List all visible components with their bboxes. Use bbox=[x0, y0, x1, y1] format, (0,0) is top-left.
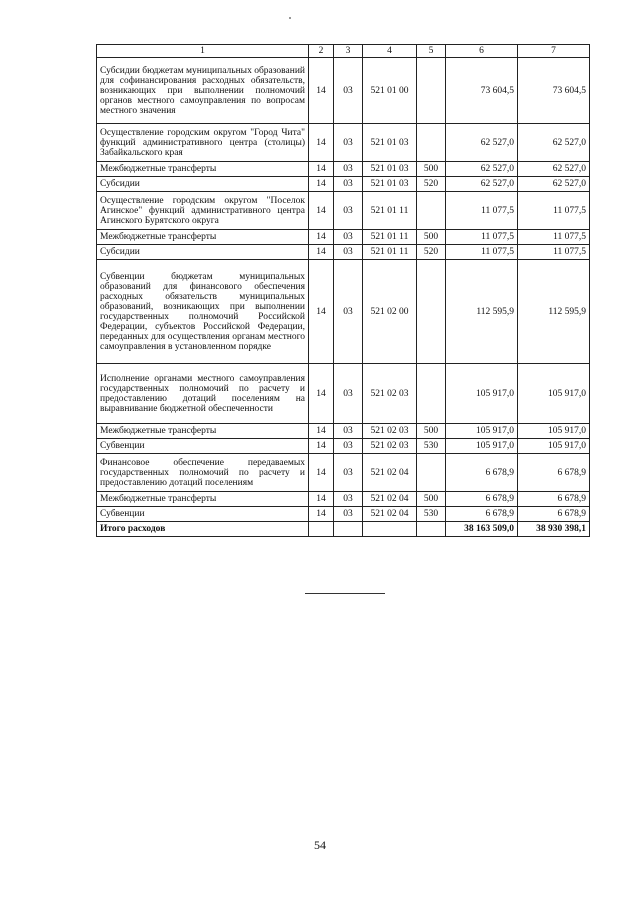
expense-type-cell bbox=[417, 260, 446, 364]
row-name-cell: Субвенции bbox=[97, 507, 309, 522]
subsection-code-cell: 03 bbox=[334, 454, 363, 492]
subsection-code-cell: 03 bbox=[334, 424, 363, 439]
amount-cell-7: 11 077,5 bbox=[518, 192, 590, 230]
col-header-7: 7 bbox=[518, 45, 590, 58]
expense-type-cell: 530 bbox=[417, 439, 446, 454]
target-code-cell: 521 02 00 bbox=[363, 260, 417, 364]
subsection-code-cell: 03 bbox=[334, 439, 363, 454]
amount-cell-6: 105 917,0 bbox=[446, 439, 518, 454]
amount-cell-7: 62 527,0 bbox=[518, 162, 590, 177]
target-code-cell: 521 01 11 bbox=[363, 230, 417, 245]
amount-cell-6: 62 527,0 bbox=[446, 162, 518, 177]
row-name-cell: Осуществление городским округом "Поселок Агинское" функций административного центра Агинского Бурятского округа bbox=[97, 192, 309, 230]
total-amount-6: 38 163 509,0 bbox=[446, 522, 518, 537]
amount-cell-6: 62 527,0 bbox=[446, 177, 518, 192]
section-code-cell: 14 bbox=[309, 507, 334, 522]
amount-cell-7: 11 077,5 bbox=[518, 230, 590, 245]
subsection-code-cell: 03 bbox=[334, 230, 363, 245]
table-row bbox=[97, 177, 590, 192]
expense-type-cell: 530 bbox=[417, 507, 446, 522]
budget-table bbox=[96, 44, 590, 537]
row-name-cell: Межбюджетные трансферты bbox=[97, 492, 309, 507]
col-header-2: 2 bbox=[309, 45, 334, 58]
amount-cell-6: 11 077,5 bbox=[446, 245, 518, 260]
expense-type-cell: 500 bbox=[417, 230, 446, 245]
table-row bbox=[97, 58, 590, 124]
amount-cell-7: 62 527,0 bbox=[518, 124, 590, 162]
subsection-code-cell: 03 bbox=[334, 364, 363, 424]
total-amount-7: 38 930 398,1 bbox=[518, 522, 590, 537]
section-code-cell: 14 bbox=[309, 424, 334, 439]
table-row bbox=[97, 192, 590, 230]
section-code-cell: 14 bbox=[309, 492, 334, 507]
total-row bbox=[97, 522, 590, 537]
table-row bbox=[97, 260, 590, 364]
empty-cell bbox=[363, 522, 417, 537]
subsection-code-cell: 03 bbox=[334, 192, 363, 230]
expense-type-cell bbox=[417, 58, 446, 124]
amount-cell-7: 105 917,0 bbox=[518, 424, 590, 439]
scan-speck bbox=[289, 17, 291, 19]
empty-cell bbox=[417, 522, 446, 537]
subsection-code-cell: 03 bbox=[334, 260, 363, 364]
subsection-code-cell: 03 bbox=[334, 58, 363, 124]
row-name-cell: Субвенции bbox=[97, 439, 309, 454]
target-code-cell: 521 02 04 bbox=[363, 507, 417, 522]
col-header-3: 3 bbox=[334, 45, 363, 58]
section-code-cell: 14 bbox=[309, 364, 334, 424]
row-name-cell: Межбюджетные трансферты bbox=[97, 424, 309, 439]
table-row bbox=[97, 492, 590, 507]
amount-cell-6: 62 527,0 bbox=[446, 124, 518, 162]
section-code-cell: 14 bbox=[309, 192, 334, 230]
target-code-cell: 521 01 03 bbox=[363, 162, 417, 177]
table-row bbox=[97, 245, 590, 260]
amount-cell-6: 6 678,9 bbox=[446, 454, 518, 492]
table-row bbox=[97, 507, 590, 522]
table-row bbox=[97, 162, 590, 177]
amount-cell-6: 105 917,0 bbox=[446, 424, 518, 439]
amount-cell-7: 11 077,5 bbox=[518, 245, 590, 260]
amount-cell-6: 6 678,9 bbox=[446, 507, 518, 522]
amount-cell-6: 11 077,5 bbox=[446, 192, 518, 230]
amount-cell-7: 6 678,9 bbox=[518, 454, 590, 492]
subsection-code-cell: 03 bbox=[334, 177, 363, 192]
expense-type-cell bbox=[417, 364, 446, 424]
expense-type-cell: 500 bbox=[417, 424, 446, 439]
target-code-cell: 521 01 03 bbox=[363, 177, 417, 192]
header-row bbox=[97, 45, 590, 58]
col-header-4: 4 bbox=[363, 45, 417, 58]
amount-cell-7: 6 678,9 bbox=[518, 492, 590, 507]
target-code-cell: 521 01 00 bbox=[363, 58, 417, 124]
amount-cell-6: 105 917,0 bbox=[446, 364, 518, 424]
amount-cell-7: 73 604,5 bbox=[518, 58, 590, 124]
table-row bbox=[97, 439, 590, 454]
table-row bbox=[97, 124, 590, 162]
amount-cell-6: 11 077,5 bbox=[446, 230, 518, 245]
expense-type-cell bbox=[417, 454, 446, 492]
empty-cell bbox=[309, 522, 334, 537]
subsection-code-cell: 03 bbox=[334, 162, 363, 177]
amount-cell-6: 112 595,9 bbox=[446, 260, 518, 364]
amount-cell-6: 6 678,9 bbox=[446, 492, 518, 507]
section-code-cell: 14 bbox=[309, 58, 334, 124]
target-code-cell: 521 01 11 bbox=[363, 245, 417, 260]
expense-type-cell bbox=[417, 124, 446, 162]
section-code-cell: 14 bbox=[309, 439, 334, 454]
col-header-5: 5 bbox=[417, 45, 446, 58]
separator-line bbox=[305, 593, 385, 594]
expense-type-cell bbox=[417, 192, 446, 230]
total-label: Итого расходов bbox=[97, 522, 309, 537]
row-name-cell: Межбюджетные трансферты bbox=[97, 162, 309, 177]
row-name-cell: Межбюджетные трансферты bbox=[97, 230, 309, 245]
row-name-cell: Финансовое обеспечение передаваемых государственных полномочий по расчету и предоставлению дотаций поселениям bbox=[97, 454, 309, 492]
target-code-cell: 521 01 11 bbox=[363, 192, 417, 230]
amount-cell-7: 105 917,0 bbox=[518, 364, 590, 424]
target-code-cell: 521 02 04 bbox=[363, 492, 417, 507]
expense-type-cell: 500 bbox=[417, 492, 446, 507]
amount-cell-7: 62 527,0 bbox=[518, 177, 590, 192]
row-name-cell: Субвенции бюджетам муниципальных образований для финансового обеспечения расходных обязательств муниципальных образований, возникающих при выполнении государственных полномочий Российской Федерации, субъектов Российской Федерации, переданных для осуществления органам местного самоуправления в установленном порядке bbox=[97, 260, 309, 364]
section-code-cell: 14 bbox=[309, 245, 334, 260]
row-name-cell: Субсидии bbox=[97, 177, 309, 192]
col-header-6: 6 bbox=[446, 45, 518, 58]
section-code-cell: 14 bbox=[309, 260, 334, 364]
target-code-cell: 521 02 03 bbox=[363, 439, 417, 454]
row-name-cell: Субсидии bbox=[97, 245, 309, 260]
expense-type-cell: 520 bbox=[417, 245, 446, 260]
section-code-cell: 14 bbox=[309, 454, 334, 492]
section-code-cell: 14 bbox=[309, 162, 334, 177]
subsection-code-cell: 03 bbox=[334, 245, 363, 260]
amount-cell-6: 73 604,5 bbox=[446, 58, 518, 124]
table-row bbox=[97, 424, 590, 439]
amount-cell-7: 105 917,0 bbox=[518, 439, 590, 454]
amount-cell-7: 112 595,9 bbox=[518, 260, 590, 364]
target-code-cell: 521 02 03 bbox=[363, 364, 417, 424]
row-name-cell: Исполнение органами местного самоуправления государственных полномочий по расчету и предоставлению дотаций поселениям на выравнивание бюджетной обеспеченности bbox=[97, 364, 309, 424]
empty-cell bbox=[334, 522, 363, 537]
row-name-cell: Осуществление городским округом "Город Чита" функций административного центра (столицы) Забайкальского края bbox=[97, 124, 309, 162]
expense-type-cell: 500 bbox=[417, 162, 446, 177]
table-row bbox=[97, 364, 590, 424]
subsection-code-cell: 03 bbox=[334, 492, 363, 507]
section-code-cell: 14 bbox=[309, 124, 334, 162]
table-row bbox=[97, 454, 590, 492]
section-code-cell: 14 bbox=[309, 177, 334, 192]
subsection-code-cell: 03 bbox=[334, 507, 363, 522]
col-header-1: 1 bbox=[97, 45, 309, 58]
page-number: 54 bbox=[314, 838, 326, 852]
row-name-cell: Субсидии бюджетам муниципальных образований для софинансирования расходных обязательств, возникающих при выполнении полномочий органов местного самоуправления по вопросам местного значения bbox=[97, 58, 309, 124]
expense-type-cell: 520 bbox=[417, 177, 446, 192]
table-row bbox=[97, 230, 590, 245]
subsection-code-cell: 03 bbox=[334, 124, 363, 162]
target-code-cell: 521 01 03 bbox=[363, 124, 417, 162]
section-code-cell: 14 bbox=[309, 230, 334, 245]
target-code-cell: 521 02 04 bbox=[363, 454, 417, 492]
target-code-cell: 521 02 03 bbox=[363, 424, 417, 439]
amount-cell-7: 6 678,9 bbox=[518, 507, 590, 522]
